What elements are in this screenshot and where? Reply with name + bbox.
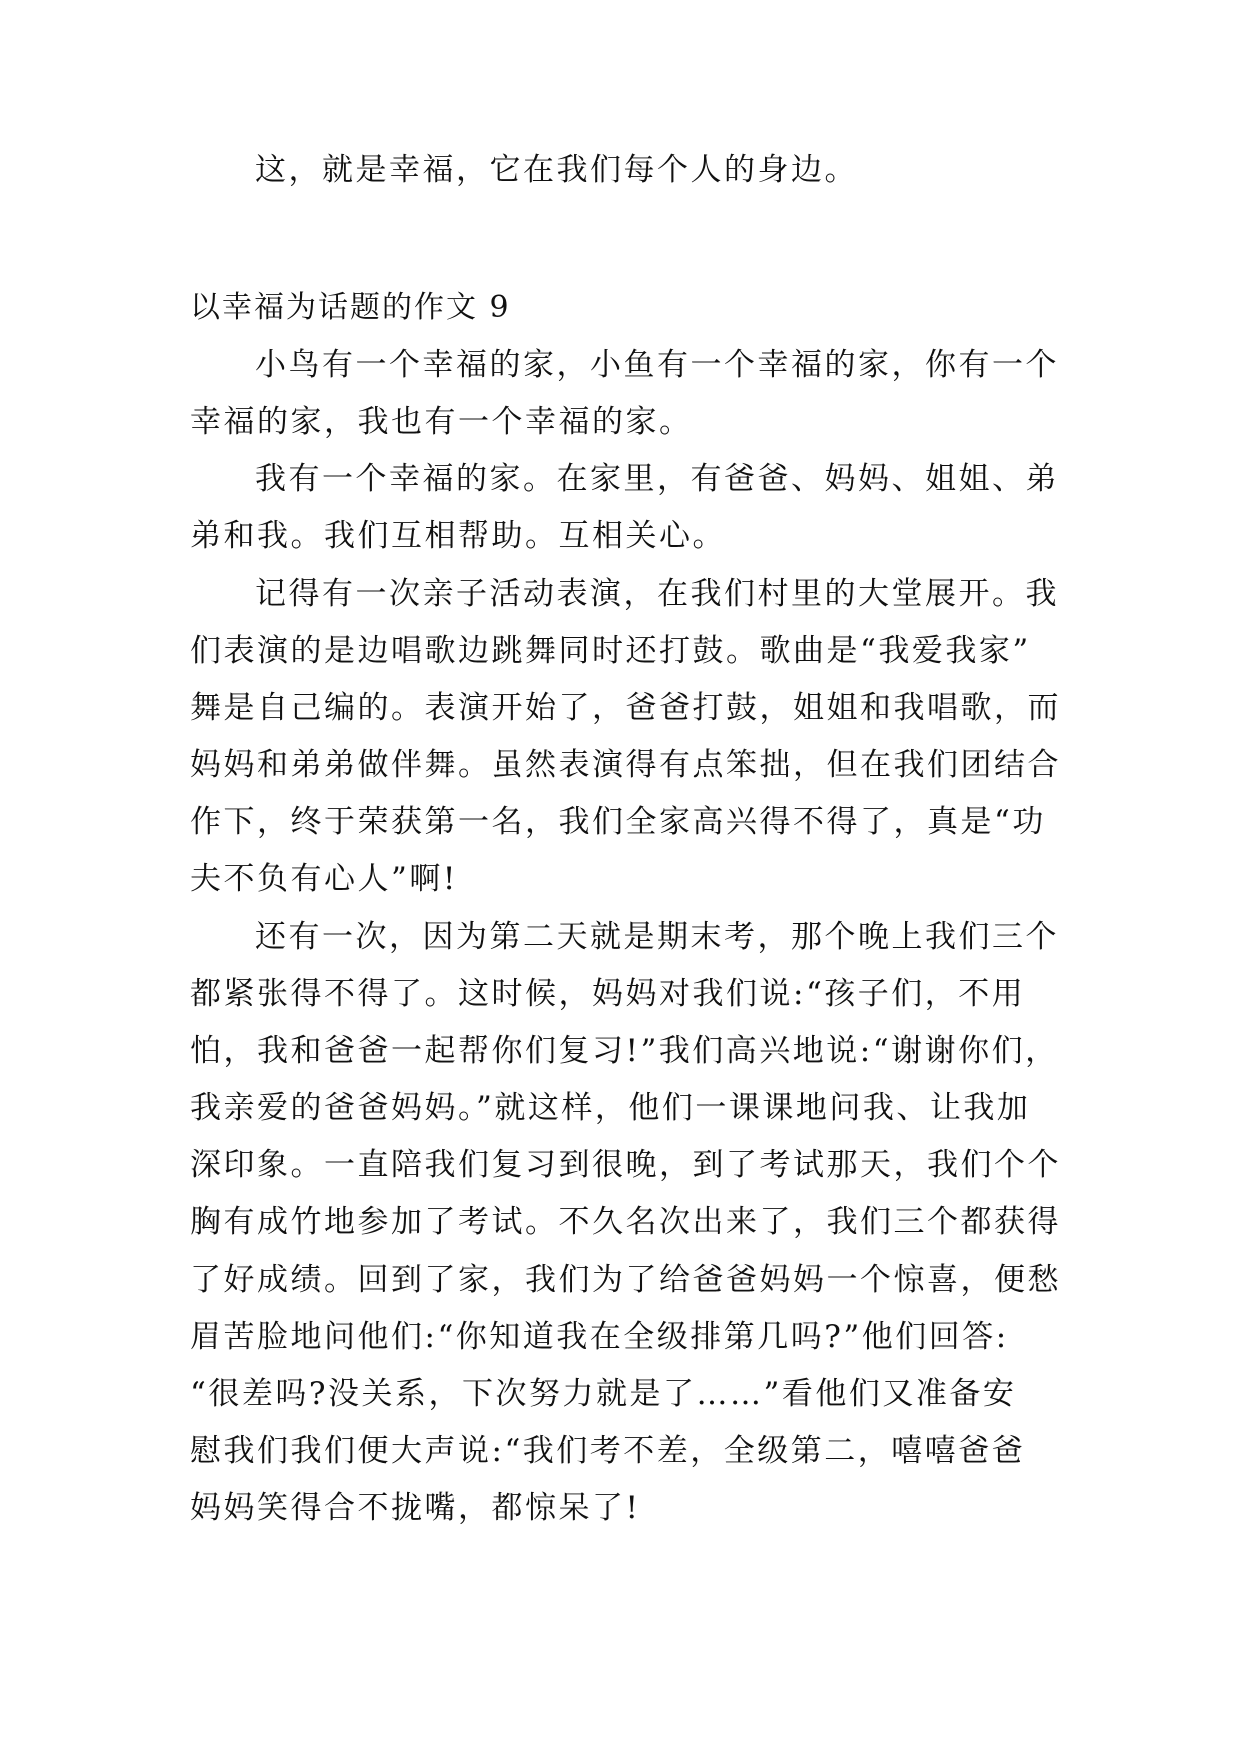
paragraph3-line: 妈妈和弟弟做伴舞。虽然表演得有点笨拙，但在我们团结合 <box>190 747 1061 783</box>
paragraph3-line: 作下，终于荣获第一名，我们全家高兴得不得了，真是“功 <box>190 804 1046 840</box>
paragraph3-line: 们表演的是边唱歌边跳舞同时还打鼓。歌曲是“我爱我家” <box>190 633 1031 669</box>
paragraph3-line: 舞是自己编的。表演开始了，爸爸打鼓，姐姐和我唱歌，而 <box>190 690 1061 726</box>
paragraph4-line: 慰我们我们便大声说:“我们考不差，全级第二，嘻嘻爸爸 <box>190 1433 1026 1469</box>
paragraph1-line: 小鸟有一个幸福的家，小鱼有一个幸福的家，你有一个 <box>255 347 1059 383</box>
paragraph1-line: 幸福的家，我也有一个幸福的家。 <box>190 404 693 440</box>
paragraph4-line: 深印象。一直陪我们复习到很晚，到了考试那天，我们个个 <box>190 1147 1061 1183</box>
paragraph2-line: 弟和我。我们互相帮助。互相关心。 <box>190 518 726 554</box>
paragraph4-line: “很差吗?没关系，下次努力就是了……”看他们又准备安 <box>190 1376 1017 1412</box>
paragraph4-line: 胸有成竹地参加了考试。不久名次出来了，我们三个都获得 <box>190 1204 1061 1240</box>
paragraph3-line: 记得有一次亲子活动表演，在我们村里的大堂展开。我 <box>255 576 1059 612</box>
paragraph3-line: 夫不负有心人”啊! <box>190 861 458 897</box>
paragraph2-line: 我有一个幸福的家。在家里，有爸爸、妈妈、姐姐、弟 <box>255 461 1059 497</box>
paragraph4-line: 眉苦脸地问他们:“你知道我在全级排第几吗?”他们回答: <box>190 1319 1009 1355</box>
paragraph4-line: 妈妈笑得合不拢嘴，都惊呆了! <box>190 1490 641 1526</box>
paragraph4-line: 我亲爱的爸爸妈妈。”就这样，他们一课课地问我、让我加 <box>190 1090 1031 1126</box>
paragraph4-line: 了好成绩。回到了家，我们为了给爸爸妈妈一个惊喜，便愁 <box>190 1262 1061 1298</box>
paragraph4-line: 都紧张得不得了。这时候，妈妈对我们说:“孩子们，不用 <box>190 976 1026 1012</box>
closing-line: 这，就是幸福，它在我们每个人的身边。 <box>255 152 858 188</box>
paragraph4-line: 怕，我和爸爸一起帮你们复习!”我们高兴地说:“谢谢你们， <box>190 1033 1059 1069</box>
section-title: 以幸福为话题的作文 9 <box>190 290 511 325</box>
paragraph4-line: 还有一次，因为第二天就是期末考，那个晚上我们三个 <box>255 919 1059 955</box>
